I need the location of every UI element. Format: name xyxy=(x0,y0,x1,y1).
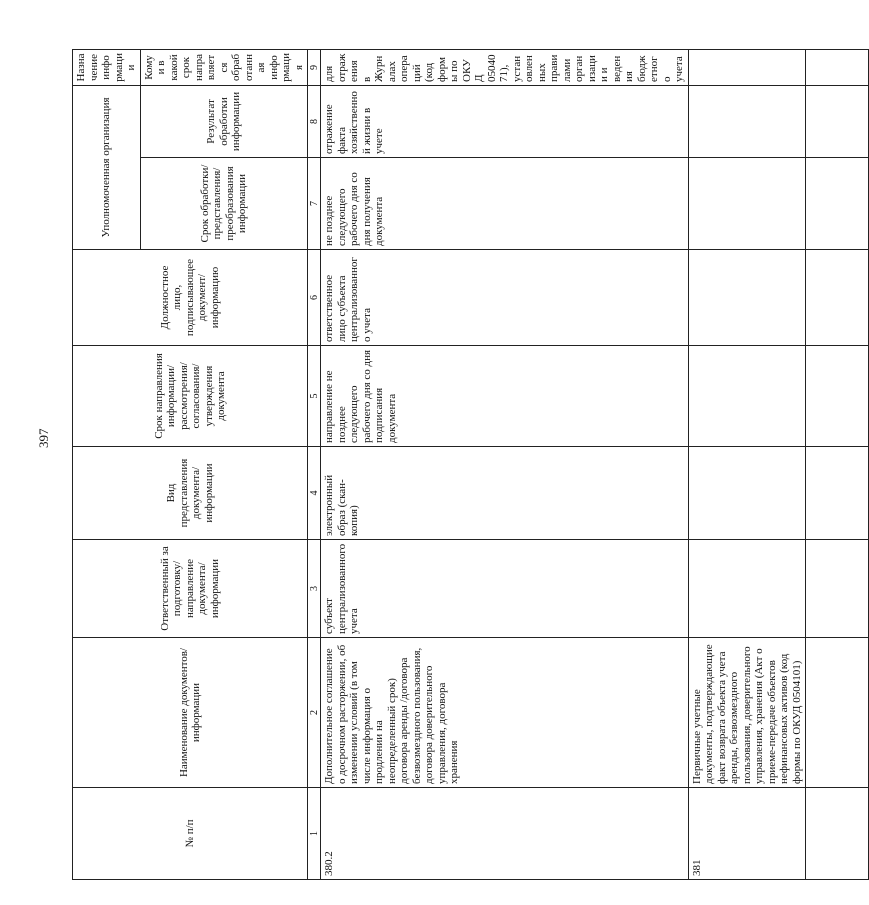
row-name: Первичные учетные документы, подтверждающие факт возврата объекта учета аренды, безвозмездного пользования, доверительного управления, хранения (Акт о приеме-передаче объектов нефинансовых активов (код формы по ОКУД 0504101) xyxy=(688,638,806,788)
row-num: 381 xyxy=(688,788,806,880)
header-processing-deadline: Срок обработки/ представления/ преобразования информации xyxy=(140,158,308,250)
column-number: 7 xyxy=(308,158,321,250)
row-recipient xyxy=(688,49,806,85)
table-row-empty xyxy=(806,49,869,879)
row-kind: электронный образ (скан-копия) xyxy=(321,447,689,540)
row-official: ответственное лицо субъекта централизованного учета xyxy=(321,250,689,346)
row-processing-result xyxy=(688,85,806,157)
row-kind xyxy=(688,447,806,540)
column-number: 8 xyxy=(308,85,321,157)
column-number: 6 xyxy=(308,250,321,346)
column-number: 9 xyxy=(308,49,321,85)
column-number: 5 xyxy=(308,346,321,447)
row-num: 380.2 xyxy=(321,788,689,880)
column-number: 4 xyxy=(308,447,321,540)
column-number: 3 xyxy=(308,540,321,638)
header-processing-result: Результат обработки информации xyxy=(140,85,308,157)
header-deadline: Срок направления информации/ рассмотрения/ согласования/ утверждения документа xyxy=(73,346,308,447)
column-number: 1 xyxy=(308,788,321,880)
row-processing-deadline: не позднее следующего рабочего дня со дня получения документа xyxy=(321,158,689,250)
page-number: 397 xyxy=(36,428,51,448)
column-number: 2 xyxy=(308,638,321,788)
header-purpose: Назначение информации xyxy=(73,49,141,85)
rotated-page xyxy=(72,50,803,880)
row-responsible xyxy=(688,540,806,638)
row-name: Дополнительное соглашение о досрочном расторжении, об изменении условий (в том числе информация о продлении на неопределенный срок) договора аренды /договора безвозмездного пользования, договора доверительного управления, договора хранения xyxy=(321,638,689,788)
header-name: Наименование документов/ информации xyxy=(73,638,308,788)
row-deadline xyxy=(688,346,806,447)
row-responsible: субъект централизованного учета xyxy=(321,540,689,638)
table-row xyxy=(688,49,806,879)
row-processing-result: отражение факта хозяйственной жизни в учете xyxy=(321,85,689,157)
document-table xyxy=(72,49,869,880)
header-official: Должностное лицо, подписывающее документ/ информацию xyxy=(73,250,308,346)
header-recipient: Кому и в какой срок направляется обработанная информация xyxy=(140,49,308,85)
row-official xyxy=(688,250,806,346)
header-num: № п/п xyxy=(73,788,308,880)
header-org-group: Уполномоченная организация xyxy=(73,85,141,249)
header-responsible: Ответственный за подготовку/ направление документа/ информации xyxy=(73,540,308,638)
row-recipient: для отражения в Журналах операций (код формы по ОКУД 0504071), установленных правилами организации и ведения бюджетного учета xyxy=(321,49,689,85)
table-row xyxy=(321,49,689,879)
header-kind: Вид представления документа/ информации xyxy=(73,447,308,540)
row-processing-deadline xyxy=(688,158,806,250)
row-deadline: направление не позднее следующего рабочего дня со дня подписания документа xyxy=(321,346,689,447)
